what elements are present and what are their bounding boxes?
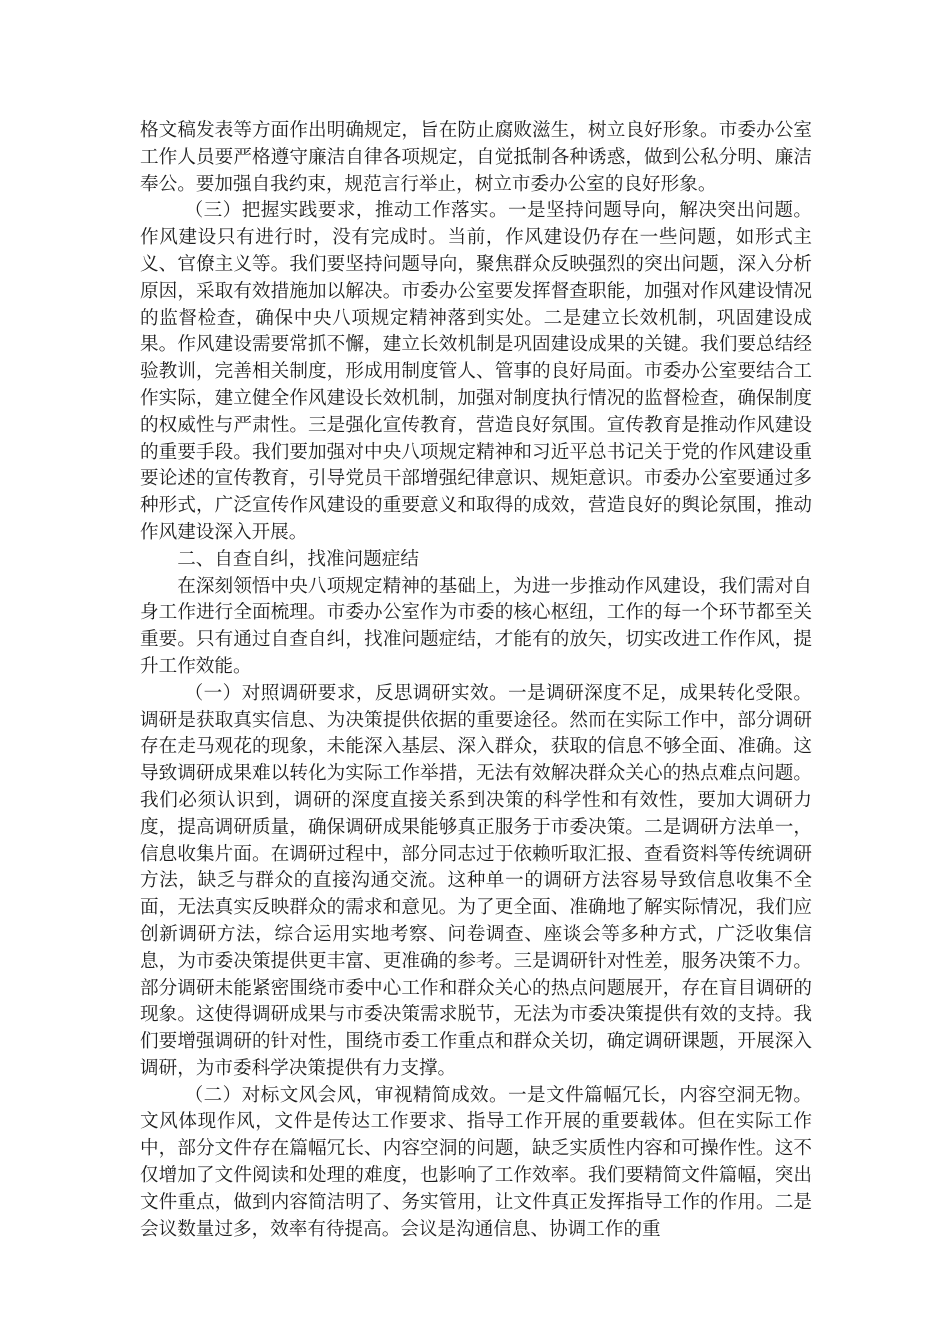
paragraph-subsection-1: （一）对照调研要求，反思调研实效。一是调研深度不足，成果转化受限。调研是获取真实信息、为决策提供依据的重要途径。然而在实际工作中，部分调研存在走马观花的现象，未能深入基层、深入群众，获取的信息不够全面、准确。这导致调研成果难以转化为实际工作举措，无法有效解决群众关心的热点难点问题。我们必须认识到，调研的深度直接关系到决策的科学性和有效性，要加大调研力度，提高调研质量，确保调研成果能够真正服务于市委决策。二是调研方法单一，信息收集片面。在调研过程中，部分同志过于依赖听取汇报、查看资料等传统调研方法，缺乏与群众的直接沟通交流。这种单一的调研方法容易导致信息收集不全面，无法真实反映群众的需求和意见。为了更全面、准确地了解实际情况，我们应创新调研方法，综合运用实地考察、问卷调查、座谈会等多种方式，广泛收集信息，为市委决策提供更丰富、更准确的参考。三是调研针对性差，服务决策不力。部分调研未能紧密围绕市委中心工作和群众关心的热点问题展开，存在盲目调研的现象。这使得调研成果与市委决策需求脱节，无法为市委决策提供有效的支持。我们要增强调研的针对性，围绕市委工作重点和群众关切，确定调研课题，开展深入调研，为市委科学决策提供有力支撑。	[140, 682, 812, 1079]
paragraph-continuation: 格文稿发表等方面作出明确规定，旨在防止腐败滋生，树立良好形象。市委办公室工作人员要严格遵守廉洁自律各项规定，自觉抵制各种诱惑，做到公私分明、廉洁奉公。要加强自我约束，规范言行举止，树立市委办公室的良好形象。	[140, 120, 812, 195]
paragraph-intro-2: 在深刻领悟中央八项规定精神的基础上，为进一步推动作风建设，我们需对自身工作进行全面梳理。市委办公室作为市委的核心枢纽，工作的每一个环节都至关重要。只有通过自查自纠，找准问题症结，才能有的放矢，切实改进工作作风，提升工作效能。	[140, 575, 812, 677]
section-heading-2: 二、自查自纠，找准问题症结	[177, 548, 419, 570]
paragraph-subsection-2: （二）对标文风会风，审视精简成效。一是文件篇幅冗长，内容空洞无物。文风体现作风，文件是传达工作要求、指导工作开展的重要载体。但在实际工作中，部分文件存在篇幅冗长、内容空洞的问题，缺乏实质性内容和可操作性。这不仅增加了文件阅读和处理的难度，也影响了工作效率。我们要精简文件篇幅，突出文件重点，做到内容简洁明了、务实管用，让文件真正发挥指导工作的作用。二是会议数量过多，效率有待提高。会议是沟通信息、协调工作的重	[140, 1084, 812, 1240]
document-body	[140, 118, 812, 1243]
paragraph-section-3: （三）把握实践要求，推动工作落实。一是坚持问题导向，解决突出问题。作风建设只有进行时，没有完成时。当前，作风建设仍存在一些问题，如形式主义、官僚主义等。我们要坚持问题导向，聚焦群众反映强烈的突出问题，深入分析原因，采取有效措施加以解决。市委办公室要发挥督查职能，加强对作风建设情况的监督检查，确保中央八项规定精神落到实处。二是建立长效机制，巩固建设成果。作风建设需要常抓不懈，建立长效机制是巩固建设成果的关键。我们要总结经验教训，完善相关制度，形成用制度管人、管事的良好局面。市委办公室要结合工作实际，建立健全作风建设长效机制，加强对制度执行情况的监督检查，确保制度的权威性与严肃性。三是强化宣传教育，营造良好氛围。宣传教育是推动作风建设的重要手段。我们要加强对中央八项规定精神和习近平总书记关于党的作风建设重要论述的宣传教育，引导党员干部增强纪律意识、规矩意识。市委办公室要通过多种形式，广泛宣传作风建设的重要意义和取得的成效，营造良好的舆论氛围，推动作风建设深入开展。	[140, 200, 812, 543]
